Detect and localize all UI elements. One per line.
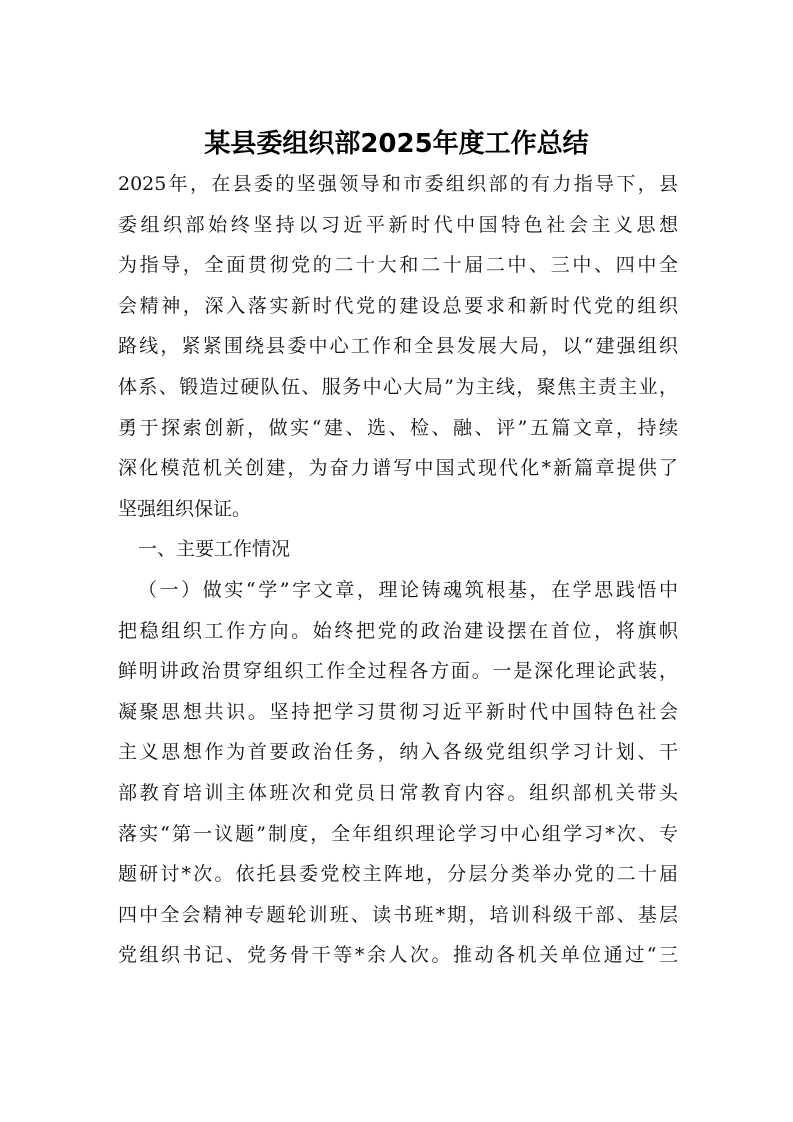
body-line: 部教育培训主体班次和党员日常教育内容。组织部机关带头: [118, 781, 678, 804]
body-line: 路线，紧紧围绕县委中心工作和全县发展大局，以“建强组织: [118, 335, 678, 358]
body-line: 勇于探索创新，做实“建、选、检、融、评”五篇文章，持续: [118, 416, 678, 439]
body-line: 四中全会精神专题轮训班、读书班*期，培训科级干部、基层: [118, 903, 678, 926]
body-line: 委组织部始终坚持以习近平新时代中国特色社会主义思想: [118, 213, 678, 236]
body-line: 落实“第一议题”制度，全年组织理论学习中心组学习*次、专: [118, 822, 678, 845]
body-line: 主义思想作为首要政治任务，纳入各级党组织学习计划、干: [118, 741, 678, 764]
body-line: 题研讨*次。依托县委党校主阵地，分层分类举办党的二十届: [118, 863, 678, 886]
body-line: 把稳组织工作方向。始终把党的政治建设摆在首位，将旗帜: [118, 619, 678, 642]
body-line: 2025年，在县委的坚强领导和市委组织部的有力指导下，县: [118, 173, 678, 195]
body-line: 鲜明讲政治贯穿组织工作全过程各方面。一是深化理论武装，: [118, 660, 678, 683]
document-body: [118, 164, 678, 976]
body-line: 为指导，全面贯彻党的二十大和二十届二中、三中、四中全: [118, 254, 678, 277]
body-line: 深化模范机关创建，为奋力谱写中国式现代化*新篇章提供了: [118, 457, 678, 480]
body-line: 会精神，深入落实新时代党的建设总要求和新时代党的组织: [118, 294, 678, 317]
body-line: 体系、锻造过硬队伍、服务中心大局”为主线，聚焦主责主业，: [118, 375, 678, 398]
body-line: 党组织书记、党务骨干等*余人次。推动各机关单位通过“三: [118, 944, 678, 967]
body-line: 凝聚思想共识。坚持把学习贯彻习近平新时代中国特色社会: [118, 700, 678, 723]
document-title: 某县委组织部2025年度工作总结: [204, 129, 589, 159]
body-line: 一、主要工作情况: [138, 538, 291, 561]
body-line: （一）做实“学”字文章，理论铸魂筑根基，在学思践悟中: [138, 578, 678, 601]
body-line: 坚强组织保证。: [118, 497, 252, 520]
